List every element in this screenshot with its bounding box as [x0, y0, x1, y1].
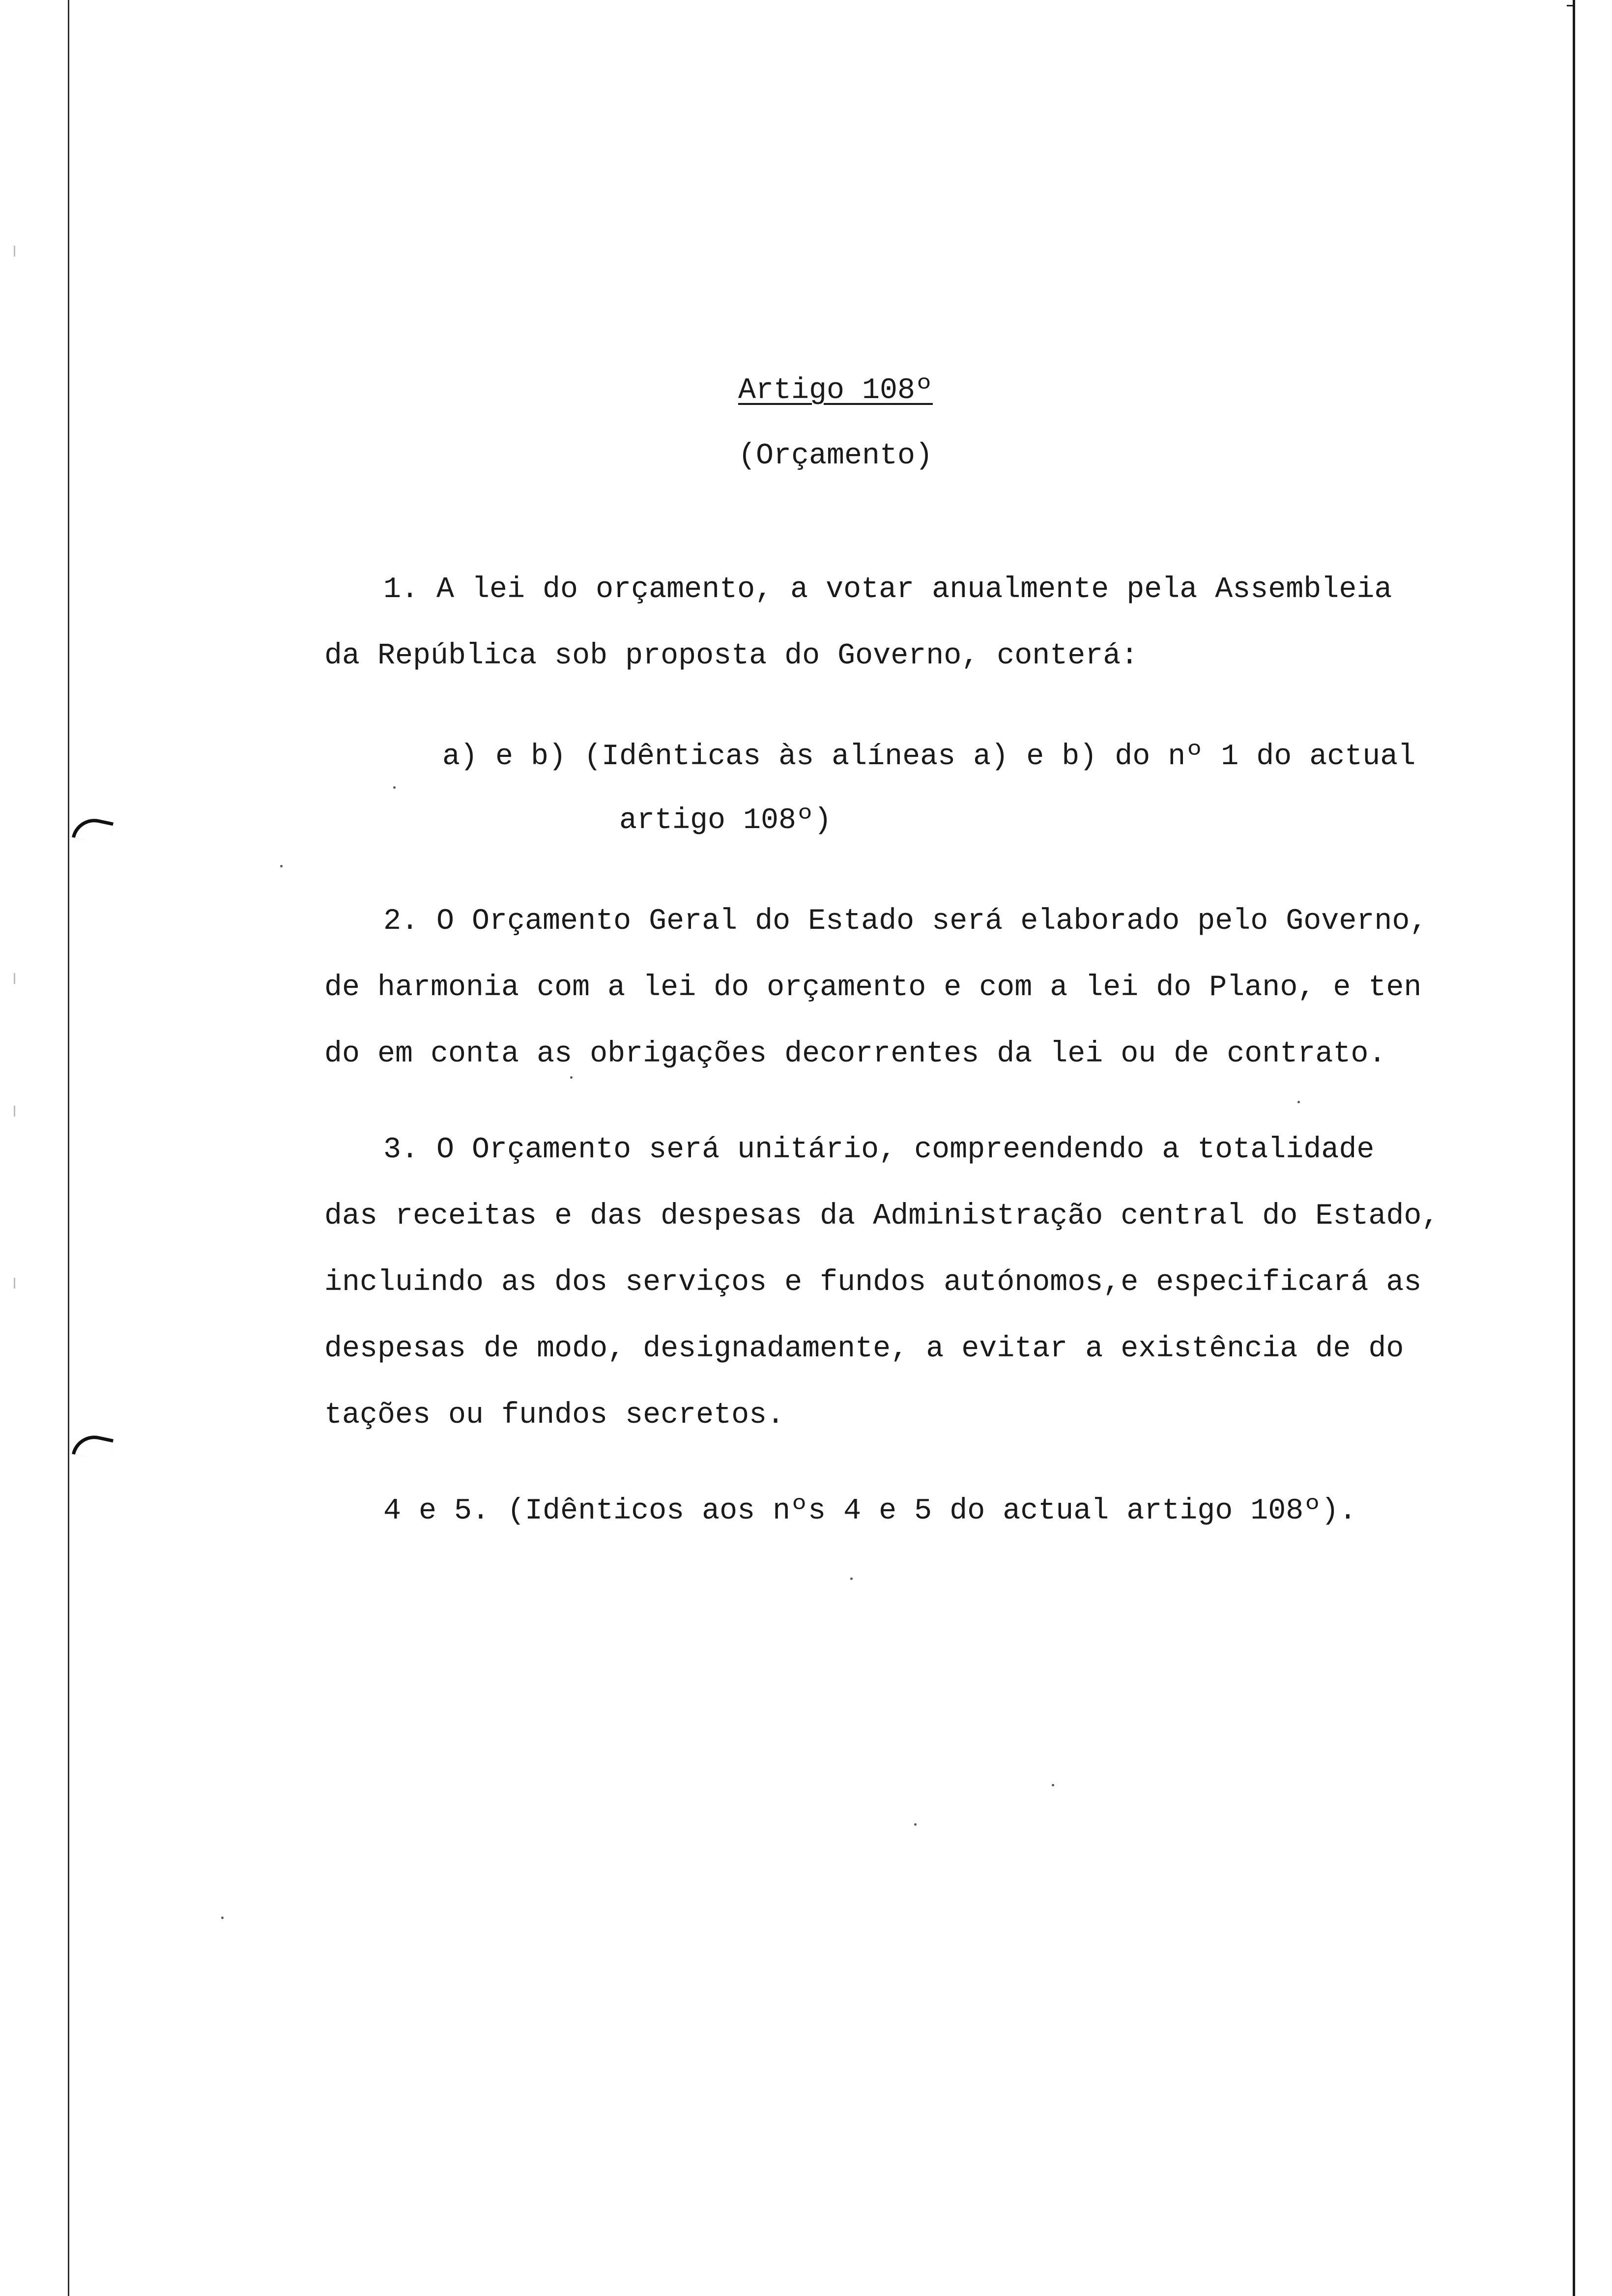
speck	[1297, 1101, 1300, 1103]
scan-edge-mark	[14, 1278, 15, 1289]
paragraph-1-line-2: da República sob proposta do Governo, conterá:	[324, 639, 1139, 673]
speck	[914, 1823, 917, 1826]
paragraph-2-line-3: do em conta as obrigações decorrentes da lei ou de contrato.	[324, 1037, 1386, 1071]
paragraph-1-line-1: 1. A lei do orçamento, a votar anualmente pela Assembleia	[383, 573, 1392, 606]
scan-edge-mark	[14, 246, 15, 257]
paragraph-1-item-line-2: artigo 108º)	[619, 804, 832, 837]
right-rule-tick	[1567, 5, 1574, 6]
speck	[221, 1917, 224, 1919]
paragraph-2-line-1: 2. O Orçamento Geral do Estado será elaborado pelo Governo,	[383, 905, 1428, 938]
paragraph-3-line-3: incluindo as dos serviços e fundos autónomos,e especificará as	[324, 1266, 1422, 1299]
paragraph-3-line-4: despesas de modo, designadamente, a evitar a existência de do	[324, 1332, 1404, 1366]
scan-edge-mark	[14, 973, 15, 984]
speck	[850, 1578, 853, 1580]
scan-edge-mark	[14, 1106, 15, 1117]
article-title: Artigo 108º	[738, 374, 933, 407]
article-subtitle: (Orçamento)	[738, 439, 933, 473]
paragraph-2-line-2: de harmonia com a lei do orçamento e com a lei do Plano, e ten	[324, 971, 1422, 1004]
paragraph-1-item-line-1: a) e b) (Idênticas às alíneas a) e b) do nº 1 do actual	[442, 740, 1416, 774]
speck	[393, 786, 396, 789]
speck	[1052, 1784, 1054, 1786]
speck	[570, 1076, 573, 1079]
paragraph-3-line-2: das receitas e das despesas da Administração central do Estado,	[324, 1200, 1439, 1233]
speck	[280, 865, 283, 867]
paragraph-4: 4 e 5. (Idênticos aos nºs 4 e 5 do actual artigo 108º).	[383, 1494, 1357, 1528]
left-margin-rule	[68, 0, 69, 2296]
punch-hole-mark-top	[72, 815, 114, 845]
paragraph-3-line-1: 3. O Orçamento será unitário, compreendendo a totalidade	[383, 1133, 1375, 1167]
right-margin-rule	[1573, 0, 1575, 2296]
paragraph-3-line-5: tações ou fundos secretos.	[324, 1399, 785, 1432]
punch-hole-mark-bottom	[72, 1432, 114, 1462]
